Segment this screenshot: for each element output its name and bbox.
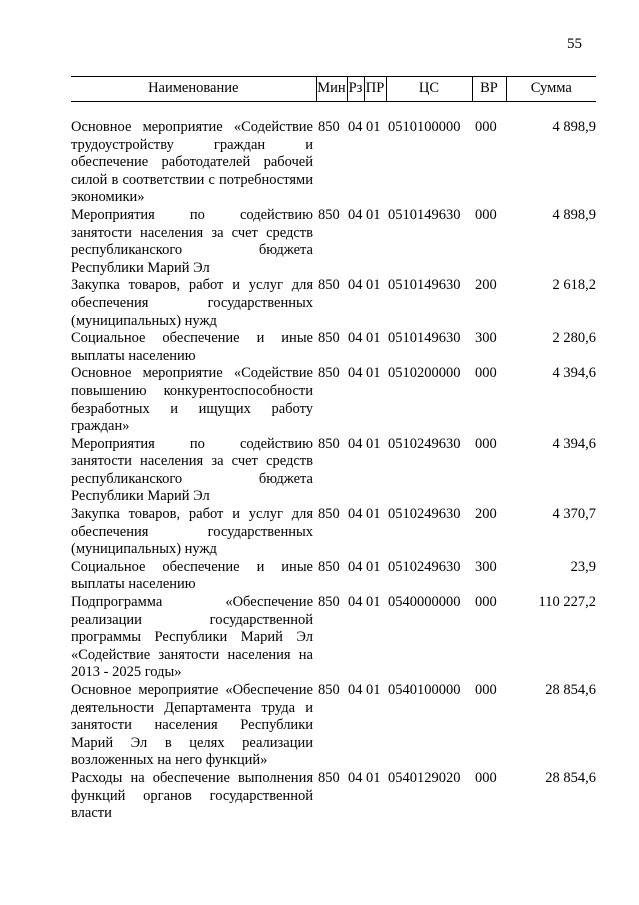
cell-cs: 0510149630	[388, 206, 461, 223]
table-row	[71, 594, 596, 682]
table-row	[71, 506, 596, 559]
cell-min: 850	[318, 558, 340, 575]
cell-pr: 01	[366, 594, 381, 611]
column-header-pr: ПР	[364, 77, 386, 102]
table-header-row	[71, 77, 596, 102]
cell-rz: 04	[348, 682, 363, 698]
column-header-rz: Рз	[347, 77, 364, 102]
cell-pr: 01	[366, 682, 381, 698]
column-header-name: Наименование	[71, 77, 316, 102]
budget-table	[71, 76, 596, 823]
table-row	[71, 682, 596, 770]
cell-pr: 01	[366, 558, 381, 575]
cell-cs: 0540100000	[388, 682, 461, 698]
cell-sum: 4 394,6	[552, 435, 596, 452]
cell-sum: 4 394,6	[552, 365, 596, 382]
cell-name: Основное мероприятие «Содействие трудоустройству граждан и обеспечение работодателей рабочей силой в соответствии с потребностями экономики»	[71, 119, 313, 206]
cell-cs: 0540000000	[388, 594, 461, 611]
cell-vr: 000	[475, 769, 497, 786]
cell-pr: 01	[366, 330, 381, 347]
table-spacer	[71, 102, 596, 120]
cell-pr: 01	[366, 119, 381, 135]
cell-cs: 0510249630	[388, 435, 461, 452]
table-row	[71, 436, 596, 506]
cell-name: Основное мероприятие «Содействие повышению конкурентоспособности безработных и ищущих работу граждан»	[71, 365, 313, 435]
cell-sum: 4 898,9	[552, 119, 596, 135]
cell-sum: 28 854,6	[545, 769, 596, 786]
cell-pr: 01	[366, 277, 381, 294]
cell-min: 850	[318, 682, 340, 698]
cell-pr: 01	[366, 769, 381, 786]
cell-min: 850	[318, 769, 340, 786]
cell-rz: 04	[348, 769, 363, 786]
cell-name: Мероприятия по содействию занятости населения за счет средств республиканского бюджета Республики Марий Эл	[71, 206, 313, 276]
cell-name: Основное мероприятие «Обеспечение деятельности Департамента труда и занятости населения Республики Марий Эл в целях реализации возложенных на него функций»	[71, 682, 313, 769]
cell-name: Социальное обеспечение и иные выплаты населению	[71, 558, 313, 593]
cell-min: 850	[318, 119, 340, 135]
cell-sum: 4 898,9	[552, 206, 596, 223]
cell-pr: 01	[366, 435, 381, 452]
cell-min: 850	[318, 506, 340, 523]
cell-cs: 0540129020	[388, 769, 461, 786]
cell-name: Расходы на обеспечение выполнения функций органов государственной власти	[71, 769, 313, 822]
cell-rz: 04	[348, 119, 363, 135]
cell-pr: 01	[366, 365, 381, 382]
cell-cs: 0510149630	[388, 330, 461, 347]
cell-rz: 04	[348, 558, 363, 575]
cell-vr: 000	[475, 594, 497, 611]
cell-cs: 0510200000	[388, 365, 461, 382]
cell-pr: 01	[366, 206, 381, 223]
cell-vr: 000	[475, 206, 497, 223]
cell-sum: 4 370,7	[552, 506, 596, 523]
cell-vr: 000	[475, 682, 497, 698]
cell-vr: 200	[475, 506, 497, 523]
column-header-min: Мин	[316, 77, 347, 102]
cell-sum: 28 854,6	[545, 682, 596, 698]
cell-rz: 04	[348, 506, 363, 523]
cell-pr: 01	[366, 506, 381, 523]
table-row	[71, 365, 596, 435]
cell-vr: 000	[475, 365, 497, 382]
cell-vr: 000	[475, 119, 497, 135]
table-row	[71, 330, 596, 365]
cell-sum: 2 618,2	[552, 277, 596, 294]
cell-rz: 04	[348, 594, 363, 611]
cell-rz: 04	[348, 365, 363, 382]
cell-min: 850	[318, 594, 340, 611]
cell-sum: 23,9	[570, 558, 596, 575]
page-number: 55	[567, 36, 582, 52]
cell-name: Мероприятия по содействию занятости населения за счет средств республиканского бюджета Республики Марий Эл	[71, 435, 313, 505]
cell-min: 850	[318, 435, 340, 452]
cell-vr: 300	[475, 330, 497, 347]
cell-name: Социальное обеспечение и иные выплаты населению	[71, 330, 313, 364]
cell-sum: 2 280,6	[552, 330, 596, 347]
cell-cs: 0510249630	[388, 558, 461, 575]
cell-cs: 0510100000	[388, 119, 461, 135]
table-row	[71, 277, 596, 330]
table-row	[71, 119, 596, 207]
cell-name: Закупка товаров, работ и услуг для обеспечения государственных (муниципальных) нужд	[71, 277, 313, 329]
column-header-vr: ВР	[472, 77, 506, 102]
table-row	[71, 770, 596, 823]
cell-min: 850	[318, 277, 340, 294]
column-header-sum: Сумма	[506, 77, 596, 102]
cell-sum: 110 227,2	[538, 594, 596, 611]
cell-vr: 000	[475, 435, 497, 452]
cell-min: 850	[318, 330, 340, 347]
table-body	[71, 102, 596, 823]
cell-rz: 04	[348, 206, 363, 223]
cell-rz: 04	[348, 435, 363, 452]
cell-rz: 04	[348, 277, 363, 294]
cell-name: Закупка товаров, работ и услуг для обеспечения государственных (муниципальных) нужд	[71, 506, 313, 558]
cell-cs: 0510149630	[388, 277, 461, 294]
cell-rz: 04	[348, 330, 363, 347]
table-row	[71, 559, 596, 594]
cell-name: Подпрограмма «Обеспечение реализации государственной программы Республики Марий Эл «Содействие занятости населения на 2013 - 2025 годы»	[71, 594, 313, 681]
table-row	[71, 207, 596, 277]
column-header-cs: ЦС	[386, 77, 472, 102]
cell-vr: 200	[475, 277, 497, 294]
cell-min: 850	[318, 206, 340, 223]
cell-vr: 300	[475, 558, 497, 575]
cell-cs: 0510249630	[388, 506, 461, 523]
cell-min: 850	[318, 365, 340, 382]
